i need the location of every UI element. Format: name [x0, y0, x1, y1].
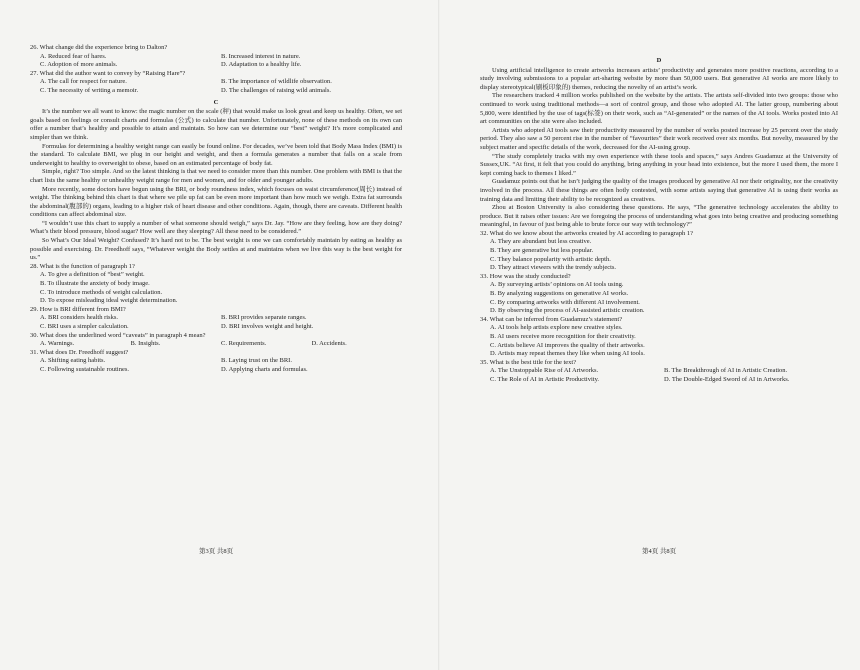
question-30: [30, 332, 402, 349]
question-stem: 30. What does the underlined word “caveats” in paragraph 4 mean?: [30, 331, 206, 339]
option-d: D. They attract viewers with the trendy subjects.: [490, 264, 617, 272]
page-4: [480, 0, 838, 670]
paragraph: Guadamuz points out that he isn’t judging the quality of the images produced by generative AI nor their originality, nor the creativity involved in the process. All these things are often hotly contested, with some artists saying that generative AI is using their works as training data and limiting their ability to be recognized as creatives.: [480, 178, 838, 203]
question-stem: 27. What did the author want to convey by “Raising Hare”?: [30, 69, 186, 77]
question-stem: 32. What do we know about the artworks created by AI according to paragraph 1?: [480, 229, 694, 237]
paragraph: Zhou at Boston University is also considering these questions. He says, “The generative technology accelerates the ability to produce. But it raises other issues: Are we foregoing the process of understanding what goes into being creative and producing something meaningful, in favour of just being able to brute force our way with technology?”: [480, 204, 838, 229]
option-a: A. Shifting eating habits.: [40, 357, 106, 365]
option-b: B. The Breakthrough of AI in Artistic Creation.: [664, 367, 788, 375]
option-a: A. AI tools help artists explore new creative styles.: [490, 324, 623, 332]
paragraph: “The study completely tracks with my own experience with these tools and spaces,” says Andres Guadamuz at the University of Sussex,UK. “At first, it felt that you could do anything, bring anything in your head into existence, but the more I used them, the more I kept coming back to themes I liked.”: [480, 152, 838, 177]
paragraph: “I wouldn’t use this chart to supply a number of what someone should weigh,” says Dr. Jay. “How are they feeling, how are they doing? What’s their blood pressure, blood sugar? How well are they sleeping? All these need to be considered.”: [30, 219, 402, 236]
option-c: C. Artists believe AI improves the quality of their artworks.: [490, 341, 645, 349]
option-d: D. By observing the process of AI-assisted artistic creation.: [490, 307, 645, 315]
paragraph: It’s the number we all want to know: the magic number on the scale (秤) that would make us look great and keep us healthy. Often, we set goals based on feelings or consult charts and formulas (公式) to calculate that number. Unfortunately, none of these methods on its own can offer a number that’s healthy and possible to attain and maintain. So how can we determine our “best” weight? It’s more complicated and simpler than we think.: [30, 108, 402, 141]
option-b: B. To illustrate the anxiety of body image.: [40, 280, 150, 288]
option-b: B. Laying trust on the BRI.: [221, 357, 292, 365]
option-a: A. By surveying artists’ opinions on AI tools using.: [490, 281, 624, 289]
question-stem: 35. What is the best title for the text?: [480, 358, 577, 366]
option-a: A. BRI considers health risks.: [40, 314, 118, 322]
question-28: [30, 263, 402, 306]
passage-c: [30, 108, 402, 263]
option-a: A. Warnings.: [40, 340, 75, 348]
option-b: B. BRI provides separate ranges.: [221, 314, 307, 322]
option-a: A. The call for respect for nature.: [40, 78, 127, 86]
option-a: A. The Unstoppable Rise of AI Artworks.: [490, 367, 599, 375]
page-number-footer: 第4页 共8页: [641, 548, 677, 555]
passage-d: [480, 67, 838, 230]
question-stem: 31. What does Dr. Freedhoff suggest?: [30, 348, 129, 356]
page-number-footer: 第3页 共8页: [198, 548, 234, 555]
option-c: C. BRI uses a simpler calculation.: [40, 323, 129, 330]
option-c: C. Following sustainable routines.: [40, 365, 130, 373]
option-a: A. Reduced fear of hares.: [40, 52, 107, 60]
page-fold-divider: [438, 0, 440, 670]
option-b: B. The importance of wildlife observation.: [221, 78, 332, 86]
passage-d-title: D: [656, 57, 662, 64]
option-c: C. To introduce methods of weight calculation.: [40, 288, 163, 296]
question-35: [480, 359, 838, 385]
option-a: A. To give a definition of “best” weight.: [40, 271, 145, 279]
left-column: [30, 44, 402, 375]
question-stem: 33. How was the study conducted?: [480, 272, 571, 280]
option-d: D. BRI involves weight and height.: [221, 323, 314, 330]
paragraph: The researchers tracked 4 million works published on the website by the artists. The artists self-divided into two groups: those who continued to work using traditional methods—a sort of control group, and those who adopted AI. The latter group, numbering about 5,800, were identified by the use of tags(标签) on their work, such as “AI-generated” or the names of the AI tools. Works posted into AI art communities on the site were also included.: [480, 92, 838, 126]
option-d: D. The Double-Edged Sword of AI in Artworks.: [664, 375, 790, 383]
question-27: [30, 70, 402, 96]
paragraph: So What’s Our Ideal Weight? Confused? It’s hard not to be. The best weight is one we can comfortably maintain by eating as healthy as possible and exercising. Dr. Freedhoff says, “Whatever weight the Body settles at and maintains when we live this way is the best weight for us.”: [30, 237, 402, 262]
option-d: D. Accidents.: [311, 340, 347, 348]
question-26: [30, 44, 402, 70]
question-stem: 34. What can be inferred from Guadamuz’s statement?: [480, 315, 623, 323]
option-b: B. By analyzing suggestions on generative AI works.: [490, 290, 629, 298]
option-a: A. They are abundant but less creative.: [490, 238, 592, 246]
option-b: B. Increased interest in nature.: [221, 52, 301, 60]
question-29: [30, 306, 402, 332]
question-33: [480, 273, 838, 316]
question-stem: 26. What change did the experience bring to Dalton?: [30, 44, 168, 51]
paragraph: Formulas for determining a healthy weight range can easily be found online. For decades, we’ve been told that Body Mass Index (BMI) is the standard. To calculate BMI, we plug in our height and weight, and then a formula generates a number that falls on a scale from underweight to healthy to overweight to obese, based on an estimated percentage of body fat.: [30, 142, 402, 167]
option-b: B. They are generative but less popular.: [490, 247, 594, 255]
paragraph: Artists who adopted AI tools saw their productivity measured by the number of works posted increase by 25 percent over the study period. They also saw a 50 percent rise in the number of “favourites” their work received over six months. But novelty, measured by the subject matter and specific details of the work, decreased for the AI-using group.: [480, 126, 838, 151]
passage-c-title: C: [213, 98, 219, 106]
option-d: D. The challenges of raising wild animals.: [221, 86, 331, 94]
option-c: C. They balance popularity with artistic depth.: [490, 255, 611, 263]
option-c: C. By comparing artworks with different AI involvement.: [490, 298, 640, 306]
paragraph: Simple, right? Too simple. And so the latest thinking is that we need to consider more than this number. One problem with BMI is that the chart lists the same healthy or unhealthy weight range for men and women, and for older and younger adults.: [30, 168, 402, 184]
question-stem: 29. How is BRI different from BMI?: [30, 305, 126, 313]
option-c: C. Requirements.: [221, 340, 267, 348]
option-d: D. Adaptation to a healthy life.: [221, 61, 302, 69]
question-stem: 28. What is the function of paragraph 1?: [30, 262, 135, 270]
option-c: C. The Role of AI in Artistic Productivity.: [490, 375, 600, 383]
question-31: [30, 349, 402, 375]
paragraph: Using artificial intelligence to create artworks increases artists’ productivity and generates more positive reactions, according to a study involving submissions to a popular art-sharing website by more than 50,000 users. But generative AI works are more likely to display stereotypical(刷板印象的) themes, reducing the novelty of an artist’s work.: [480, 66, 838, 91]
right-column: [480, 54, 838, 385]
page-3: [30, 0, 402, 670]
option-d: D. To expose misleading ideal weight determination.: [40, 297, 178, 305]
paragraph: More recently, some doctors have begun using the BRI, or body roundness index, which focuses on waist circumference(周长) instead of weight. The thinking behind this chart is that where we pile up fat can be even more important than how much we weigh. Extra fat surrounds the abdominal(腹部的) organs, leading to a higher risk of heart disease and other conditions. Again, though, there are caveats. Different health conditions can affect abdominal size.: [30, 185, 402, 219]
option-b: B. AI users receive more recognition for their creativity.: [490, 333, 636, 340]
question-34: [480, 316, 838, 359]
option-b: B. Insights.: [130, 340, 161, 348]
option-d: D. Artists may repeat themes they like when using AI tools.: [490, 350, 645, 358]
option-d: D. Applying charts and formulas.: [221, 365, 308, 373]
option-c: C. Adoption of more animals.: [40, 61, 118, 69]
question-32: [480, 230, 838, 273]
option-c: C. The necessity of writing a memoir.: [40, 86, 139, 94]
